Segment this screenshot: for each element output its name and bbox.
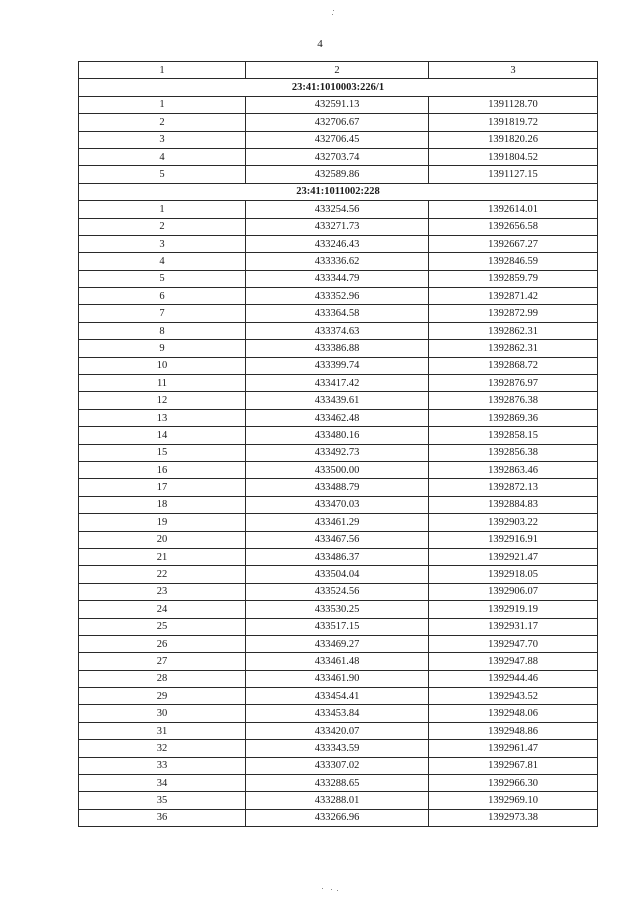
section-header-row <box>79 79 598 96</box>
y-coordinate-cell: 1392944.46 <box>429 670 598 687</box>
point-number-cell: 1 <box>79 201 246 218</box>
table-row <box>79 757 598 774</box>
table-row <box>79 601 598 618</box>
cadastral-number: 23:41:1011002:228 <box>79 183 598 200</box>
y-coordinate-cell: 1392876.38 <box>429 392 598 409</box>
table-row <box>79 688 598 705</box>
point-number-cell: 7 <box>79 305 246 322</box>
table-row <box>79 392 598 409</box>
point-number-cell: 15 <box>79 444 246 461</box>
table-row <box>79 444 598 461</box>
point-number-cell: 26 <box>79 635 246 652</box>
table-row <box>79 566 598 583</box>
point-number-cell: 22 <box>79 566 246 583</box>
table-row <box>79 375 598 392</box>
point-number-cell: 4 <box>79 253 246 270</box>
x-coordinate-cell: 433517.15 <box>246 618 429 635</box>
x-coordinate-cell: 433461.29 <box>246 514 429 531</box>
y-coordinate-cell: 1392868.72 <box>429 357 598 374</box>
point-number-cell: 23 <box>79 583 246 600</box>
x-coordinate-cell: 433488.79 <box>246 479 429 496</box>
y-coordinate-cell: 1392863.46 <box>429 461 598 478</box>
x-coordinate-cell: 433500.00 <box>246 461 429 478</box>
y-coordinate-cell: 1392884.83 <box>429 496 598 513</box>
y-coordinate-cell: 1392667.27 <box>429 235 598 252</box>
x-coordinate-cell: 433470.03 <box>246 496 429 513</box>
table-row <box>79 201 598 218</box>
x-coordinate-cell: 433386.88 <box>246 340 429 357</box>
y-coordinate-cell: 1392966.30 <box>429 775 598 792</box>
header-cell-1: 1 <box>79 62 246 79</box>
point-number-cell: 3 <box>79 131 246 148</box>
y-coordinate-cell: 1392973.38 <box>429 809 598 826</box>
point-number-cell: 12 <box>79 392 246 409</box>
point-number-cell: 36 <box>79 809 246 826</box>
y-coordinate-cell: 1392943.52 <box>429 688 598 705</box>
point-number-cell: 34 <box>79 775 246 792</box>
y-coordinate-cell: 1392862.31 <box>429 322 598 339</box>
point-number-cell: 31 <box>79 722 246 739</box>
point-number-cell: 28 <box>79 670 246 687</box>
table-row <box>79 409 598 426</box>
x-coordinate-cell: 433288.65 <box>246 775 429 792</box>
point-number-cell: 9 <box>79 340 246 357</box>
x-coordinate-cell: 432706.67 <box>246 114 429 131</box>
table-row <box>79 722 598 739</box>
point-number-cell: 5 <box>79 270 246 287</box>
y-coordinate-cell: 1392656.58 <box>429 218 598 235</box>
x-coordinate-cell: 433467.56 <box>246 531 429 548</box>
x-coordinate-cell: 433417.42 <box>246 375 429 392</box>
point-number-cell: 35 <box>79 792 246 809</box>
table-row <box>79 740 598 757</box>
table-row <box>79 583 598 600</box>
y-coordinate-cell: 1392614.01 <box>429 201 598 218</box>
point-number-cell: 19 <box>79 514 246 531</box>
table-row <box>79 809 598 826</box>
y-coordinate-cell: 1392858.15 <box>429 427 598 444</box>
point-number-cell: 2 <box>79 114 246 131</box>
table-row <box>79 461 598 478</box>
x-coordinate-cell: 433266.96 <box>246 809 429 826</box>
table-row <box>79 514 598 531</box>
table-row <box>79 496 598 513</box>
y-coordinate-cell: 1392862.31 <box>429 340 598 357</box>
point-number-cell: 16 <box>79 461 246 478</box>
table-row <box>79 531 598 548</box>
table-row <box>79 322 598 339</box>
table-row <box>79 635 598 652</box>
y-coordinate-cell: 1392846.59 <box>429 253 598 270</box>
x-coordinate-cell: 433364.58 <box>246 305 429 322</box>
section-header-row <box>79 183 598 200</box>
y-coordinate-cell: 1391128.70 <box>429 96 598 113</box>
x-coordinate-cell: 433480.16 <box>246 427 429 444</box>
scan-speck <box>332 14 333 15</box>
x-coordinate-cell: 433271.73 <box>246 218 429 235</box>
y-coordinate-cell: 1391820.26 <box>429 131 598 148</box>
table-row <box>79 705 598 722</box>
scan-speck <box>333 10 334 11</box>
table-row <box>79 114 598 131</box>
point-number-cell: 27 <box>79 653 246 670</box>
x-coordinate-cell: 433492.73 <box>246 444 429 461</box>
x-coordinate-cell: 433439.61 <box>246 392 429 409</box>
x-coordinate-cell: 433486.37 <box>246 548 429 565</box>
point-number-cell: 18 <box>79 496 246 513</box>
point-number-cell: 17 <box>79 479 246 496</box>
y-coordinate-cell: 1392871.42 <box>429 288 598 305</box>
y-coordinate-cell: 1392872.13 <box>429 479 598 496</box>
y-coordinate-cell: 1392961.47 <box>429 740 598 757</box>
point-number-cell: 13 <box>79 409 246 426</box>
scan-speck <box>331 889 332 890</box>
y-coordinate-cell: 1391127.15 <box>429 166 598 183</box>
table-row <box>79 166 598 183</box>
y-coordinate-cell: 1392947.88 <box>429 653 598 670</box>
point-number-cell: 20 <box>79 531 246 548</box>
x-coordinate-cell: 432703.74 <box>246 148 429 165</box>
table-row <box>79 775 598 792</box>
y-coordinate-cell: 1392967.81 <box>429 757 598 774</box>
coordinates-table <box>78 61 598 827</box>
x-coordinate-cell: 433288.01 <box>246 792 429 809</box>
x-coordinate-cell: 433461.48 <box>246 653 429 670</box>
x-coordinate-cell: 433461.90 <box>246 670 429 687</box>
point-number-cell: 8 <box>79 322 246 339</box>
x-coordinate-cell: 433344.79 <box>246 270 429 287</box>
table-row <box>79 653 598 670</box>
table-row <box>79 96 598 113</box>
x-coordinate-cell: 433246.43 <box>246 235 429 252</box>
point-number-cell: 11 <box>79 375 246 392</box>
point-number-cell: 21 <box>79 548 246 565</box>
y-coordinate-cell: 1392948.06 <box>429 705 598 722</box>
x-coordinate-cell: 433374.63 <box>246 322 429 339</box>
cadastral-number: 23:41:1010003:226/1 <box>79 79 598 96</box>
table-row <box>79 427 598 444</box>
table-row <box>79 131 598 148</box>
point-number-cell: 6 <box>79 288 246 305</box>
point-number-cell: 33 <box>79 757 246 774</box>
point-number-cell: 5 <box>79 166 246 183</box>
point-number-cell: 2 <box>79 218 246 235</box>
y-coordinate-cell: 1392872.99 <box>429 305 598 322</box>
x-coordinate-cell: 433343.59 <box>246 740 429 757</box>
point-number-cell: 32 <box>79 740 246 757</box>
x-coordinate-cell: 433454.41 <box>246 688 429 705</box>
y-coordinate-cell: 1392921.47 <box>429 548 598 565</box>
table-row <box>79 218 598 235</box>
y-coordinate-cell: 1391819.72 <box>429 114 598 131</box>
header-cell-2: 2 <box>246 62 429 79</box>
x-coordinate-cell: 433530.25 <box>246 601 429 618</box>
y-coordinate-cell: 1392919.19 <box>429 601 598 618</box>
y-coordinate-cell: 1392947.70 <box>429 635 598 652</box>
table-row <box>79 253 598 270</box>
table-row <box>79 618 598 635</box>
x-coordinate-cell: 433462.48 <box>246 409 429 426</box>
point-number-cell: 3 <box>79 235 246 252</box>
point-number-cell: 30 <box>79 705 246 722</box>
header-row <box>79 62 598 79</box>
x-coordinate-cell: 433307.02 <box>246 757 429 774</box>
x-coordinate-cell: 433469.27 <box>246 635 429 652</box>
y-coordinate-cell: 1392969.10 <box>429 792 598 809</box>
point-number-cell: 25 <box>79 618 246 635</box>
table-row <box>79 148 598 165</box>
y-coordinate-cell: 1392903.22 <box>429 514 598 531</box>
x-coordinate-cell: 432591.13 <box>246 96 429 113</box>
y-coordinate-cell: 1392918.05 <box>429 566 598 583</box>
x-coordinate-cell: 432706.45 <box>246 131 429 148</box>
y-coordinate-cell: 1392906.07 <box>429 583 598 600</box>
point-number-cell: 10 <box>79 357 246 374</box>
x-coordinate-cell: 433399.74 <box>246 357 429 374</box>
point-number-cell: 14 <box>79 427 246 444</box>
y-coordinate-cell: 1392876.97 <box>429 375 598 392</box>
x-coordinate-cell: 433453.84 <box>246 705 429 722</box>
y-coordinate-cell: 1392916.91 <box>429 531 598 548</box>
header-cell-3: 3 <box>429 62 598 79</box>
table-body <box>79 62 598 827</box>
x-coordinate-cell: 433352.96 <box>246 288 429 305</box>
y-coordinate-cell: 1392931.17 <box>429 618 598 635</box>
scan-speck <box>337 890 338 891</box>
point-number-cell: 1 <box>79 96 246 113</box>
table-row <box>79 340 598 357</box>
x-coordinate-cell: 433504.04 <box>246 566 429 583</box>
table-row <box>79 235 598 252</box>
y-coordinate-cell: 1391804.52 <box>429 148 598 165</box>
table-row <box>79 270 598 287</box>
x-coordinate-cell: 433524.56 <box>246 583 429 600</box>
y-coordinate-cell: 1392856.38 <box>429 444 598 461</box>
point-number-cell: 29 <box>79 688 246 705</box>
table-row <box>79 479 598 496</box>
scan-speck <box>322 888 323 889</box>
table-row <box>79 357 598 374</box>
y-coordinate-cell: 1392869.36 <box>429 409 598 426</box>
x-coordinate-cell: 433336.62 <box>246 253 429 270</box>
x-coordinate-cell: 433254.56 <box>246 201 429 218</box>
table-row <box>79 305 598 322</box>
table-row <box>79 670 598 687</box>
table-row <box>79 548 598 565</box>
y-coordinate-cell: 1392948.86 <box>429 722 598 739</box>
point-number-cell: 24 <box>79 601 246 618</box>
page-number: 4 <box>317 38 323 50</box>
table-row <box>79 288 598 305</box>
x-coordinate-cell: 433420.07 <box>246 722 429 739</box>
point-number-cell: 4 <box>79 148 246 165</box>
y-coordinate-cell: 1392859.79 <box>429 270 598 287</box>
table-row <box>79 792 598 809</box>
x-coordinate-cell: 432589.86 <box>246 166 429 183</box>
